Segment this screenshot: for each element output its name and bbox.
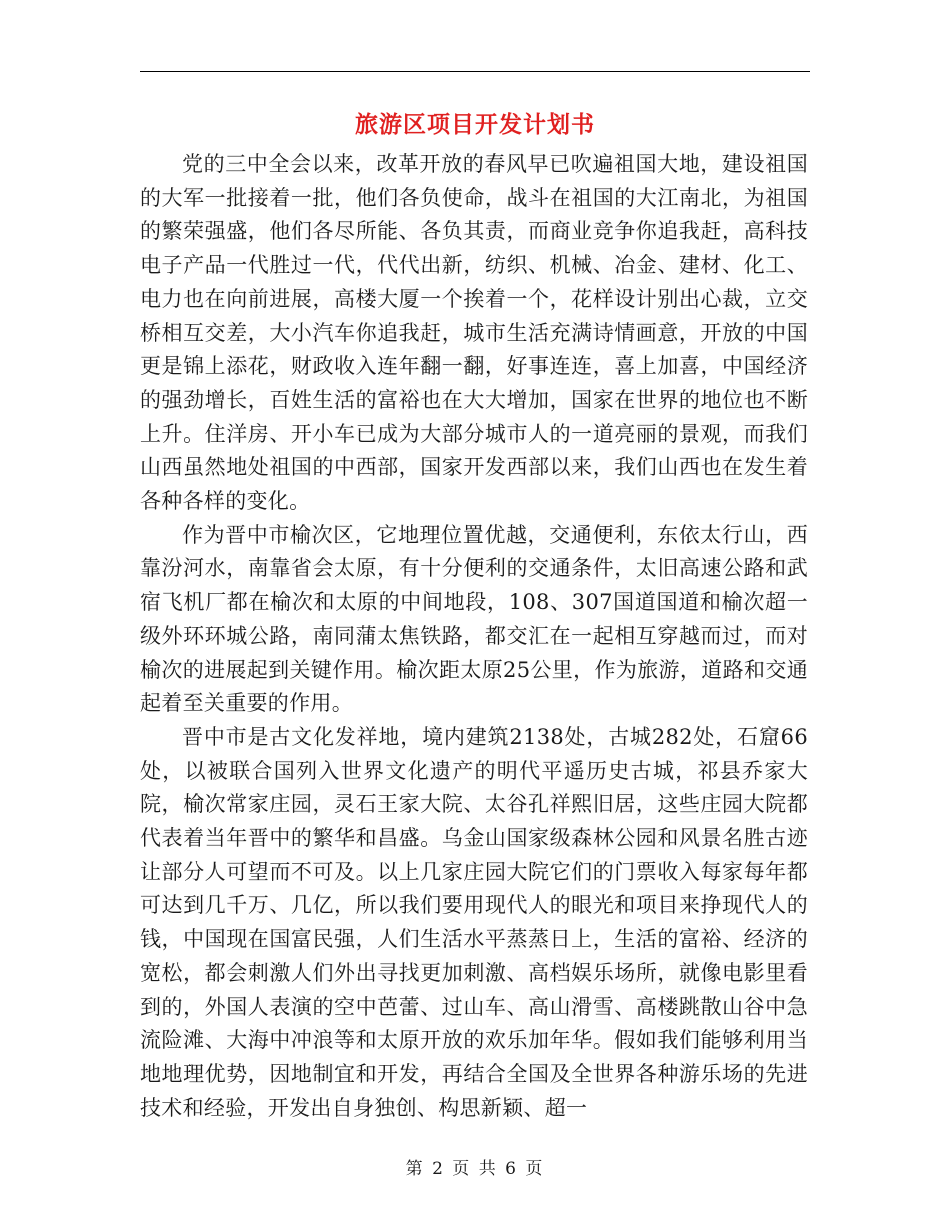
page-number: 第 2 页 共 6 页 [405, 1159, 545, 1179]
paragraph-2: 作为晋中市榆次区，它地理位置优越，交通便利，东依太行山，西靠汾河水，南靠省会太原，有十分便利的交通条件，太旧高速公路和武宿飞机厂都在榆次和太原的中间地段，108、307国道国道和榆次超一级外环环城公路，南同蒲太焦铁路，都交汇在一起相互穿越而过，而对榆次的进展起到关键作用。榆次距太原25公里，作为旅游，道路和交通起着至关重要的作用。 [140, 522, 808, 716]
paragraph-3: 晋中市是古文化发祥地，境内建筑2138处，古城282处，石窟66处，以被联合国列入世界文化遗产的明代平遥历史古城，祁县乔家大院，榆次常家庄园，灵石王家大院、太谷孔祥熙旧居，这些庄园大院都代表着当年晋中的繁华和昌盛。乌金山国家级森林公园和风景名胜古迹让部分人可望而不可及。以上几家庄园大院它们的门票收入每家每年都可达到几千万、几亿，所以我们要用现代人的眼光和项目来挣现代人的钱，中国现在国富民强，人们生活水平蒸蒸日上，生活的富裕、经济的宽松，都会刺激人们外出寻找更加刺激、高档娱乐场所，就像电影里看到的，外国人表演的空中芭蕾、过山车、高山滑雪、高楼跳散山谷中急流险滩、大海中冲浪等和太原开放的欢乐加年华。假如我们能够利用当地地理优势，因地制宜和开发，再结合全国及全世界各种游乐场的先进技术和经验，开发出自身独创、构思新颖、超一 [140, 724, 808, 1120]
document-body [140, 148, 808, 1125]
paragraph-1: 党的三中全会以来，改革开放的春风早已吹遍祖国大地，建设祖国的大军一批接着一批，他们各负使命，战斗在祖国的大江南北，为祖国的繁荣强盛，他们各尽所能、各负其责，而商业竞争你追我赶，高科技电子产品一代胜过一代，代代出新，纺织、机械、冶金、建材、化工、电力也在向前进展，高楼大厦一个挨着一个，花样设计别出心裁，立交桥相互交差，大小汽车你追我赶，城市生活充满诗情画意，开放的中国更是锦上添花，财政收入连年翻一翻，好事连连，喜上加喜，中国经济的强劲增长，百姓生活的富裕也在大大增加，国家在世界的地位也不断上升。住洋房、开小车已成为大部分城市人的一道亮丽的景观，而我们山西虽然地处祖国的中西部，国家开发西部以来，我们山西也在发生着各种各样的变化。 [140, 152, 808, 514]
header-rule [140, 71, 810, 72]
document-title: 旅游区项目开发计划书 [355, 111, 595, 138]
